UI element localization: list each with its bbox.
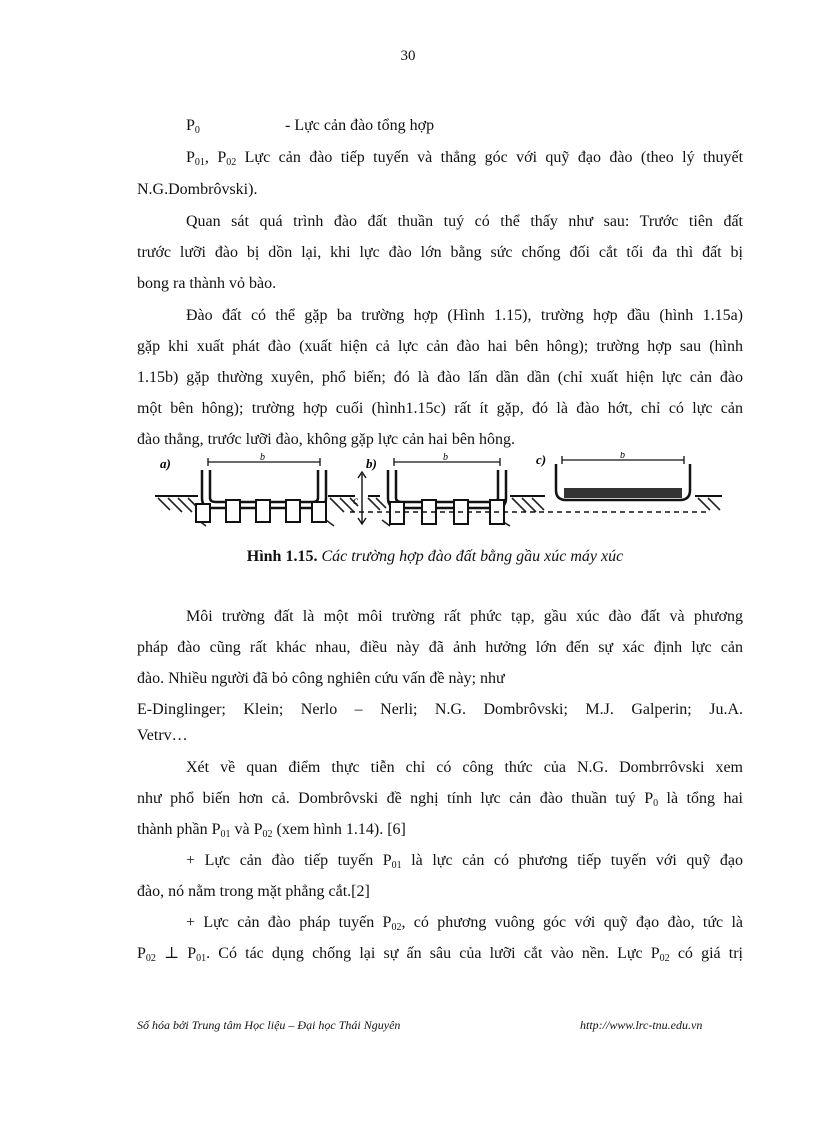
label-width: b: [260, 452, 265, 463]
separator: ,: [204, 149, 218, 166]
text: + Lực cản đào tiếp tuyến P: [186, 852, 392, 869]
symbol: P: [186, 117, 195, 134]
paragraph-tangent-line: [186, 851, 743, 871]
definition-p01-p02: [186, 148, 743, 168]
label-depth: c: [353, 493, 359, 507]
label-b: b): [366, 456, 377, 471]
text: như phổ biến hơn cả. Dombrôvski đề nghị tính lực cản đào thuần tuý P: [137, 790, 654, 807]
text: . Có tác dụng chống lại sự ấn sâu của lưỡi cắt vào nền. Lực P: [206, 945, 660, 962]
text: là lực cản có phương tiếp tuyến với quỹ đạo: [401, 852, 744, 869]
definition-p01-p02-cont: N.G.Dombrôvski).: [137, 181, 258, 198]
subscript: 02: [391, 922, 402, 933]
subscript: 0: [194, 125, 200, 136]
text: thành phần P: [137, 821, 221, 838]
paragraph-formula-line: [137, 820, 406, 840]
paragraph-cases-line: 1.15b) gặp thường xuyên, phổ biến; đó là đào lấn dần dần (chỉ xuất hiện lực cản đào: [137, 369, 743, 386]
subscript: 01: [391, 860, 402, 871]
paragraph-env-line: pháp đào cũng rất khác nhau, điều này đã ảnh hưởng lớn đến sự xác định lực cản: [137, 639, 743, 656]
label-width: b: [443, 452, 448, 463]
figure-excavation-cases: [150, 452, 730, 534]
text: là tổng hai: [658, 790, 743, 807]
paragraph-normal-line: [186, 913, 743, 933]
paragraph-formula-line: [137, 789, 743, 809]
subscript: 02: [262, 829, 273, 840]
footer-url[interactable]: http://www.lrc-tnu.edu.vn: [580, 1018, 703, 1032]
subscript: 02: [145, 953, 156, 964]
figure-caption: [0, 548, 816, 566]
symbol: P: [217, 149, 227, 166]
text: P: [137, 945, 146, 962]
text: ⊥ P: [155, 945, 197, 962]
caption-number: Hình 1.15.: [246, 548, 318, 565]
paragraph-env-line: E-Dinglinger; Klein; Nerlo – Nerli; N.G. Dombrôvski; M.J. Galperin; Ju.A.: [137, 701, 743, 718]
definition-p0: [186, 116, 200, 136]
page-number: 30: [400, 48, 416, 64]
paragraph-env-line: Vetrv…: [137, 727, 188, 744]
paragraph-env-line: đào. Nhiều người đã bỏ công nghiên cứu vấn đề này; như: [137, 670, 505, 687]
text: , có phương vuông góc với quỹ đạo đào, tức là: [401, 914, 743, 931]
text: + Lực cản đào pháp tuyến P: [186, 914, 392, 931]
paragraph-cases-line: một bên hông); trường hợp cuối (hình1.15c) rất ít gặp, đó là đào hớt, chỉ có lực cản: [137, 400, 743, 417]
subscript: 01: [220, 829, 231, 840]
footer-digitized-by: Số hóa bởi Trung tâm Học liệu – Đại học Thái Nguyên: [137, 1018, 401, 1032]
caption-text: Các trường hợp đào đất bằng gầu xúc máy xúc: [317, 548, 624, 565]
subscript: 02: [659, 953, 670, 964]
subscript: 0: [653, 798, 659, 809]
bucket-b: [388, 470, 506, 508]
paragraph-formula-line: Xét về quan điểm thực tiễn chỉ có công thức của N.G. Dombrrôvski xem: [186, 759, 743, 776]
text: có giá trị: [669, 945, 743, 962]
label-a: a): [160, 456, 171, 471]
label-width: b: [620, 452, 625, 461]
definition-p0-text: - Lực cản đào tổng hợp: [285, 117, 435, 134]
text: (xem hình 1.14). [6]: [272, 821, 406, 838]
text: và P: [230, 821, 263, 838]
paragraph-cases-line: Đào đất có thể gặp ba trường hợp (Hình 1.15), trường hợp đầu (hình 1.15a): [186, 307, 743, 324]
shaving-layer: [564, 488, 682, 498]
paragraph-observe-line: Quan sát quá trình đào đất thuần tuý có thể thấy như sau: Trước tiên đất: [186, 213, 743, 230]
subscript: 01: [196, 953, 207, 964]
paragraph-cases-line: gặp khi xuất phát đào (xuất hiện cả lực cản đào hai bên hông); trường hợp sau (hình: [137, 338, 743, 355]
text: Lực cản đào tiếp tuyến và thẳng góc với quỹ đạo đào (theo lý thuyết: [236, 149, 744, 166]
paragraph-normal-line: [137, 944, 743, 964]
symbol: P: [186, 149, 195, 166]
paragraph-env-line: Môi trường đất là một môi trường rất phức tạp, gầu xúc đào đất và phương: [186, 608, 743, 625]
label-c: c): [536, 452, 547, 467]
paragraph-observe-line: trước lưỡi đào bị dồn lại, khi lực đào lớn bằng sức chống đối cắt tối đa thì đất bị: [137, 244, 743, 261]
subscript: 02: [226, 157, 237, 168]
paragraph-tangent-line: đào, nó nằm trong mặt phẳng cắt.[2]: [137, 883, 370, 900]
paragraph-cases-line: đào thẳng, trước lưỡi đào, không gặp lực cản hai bên hông.: [137, 431, 515, 448]
subscript: 01: [194, 157, 205, 168]
paragraph-observe-line: bong ra thành vỏ bào.: [137, 275, 277, 292]
